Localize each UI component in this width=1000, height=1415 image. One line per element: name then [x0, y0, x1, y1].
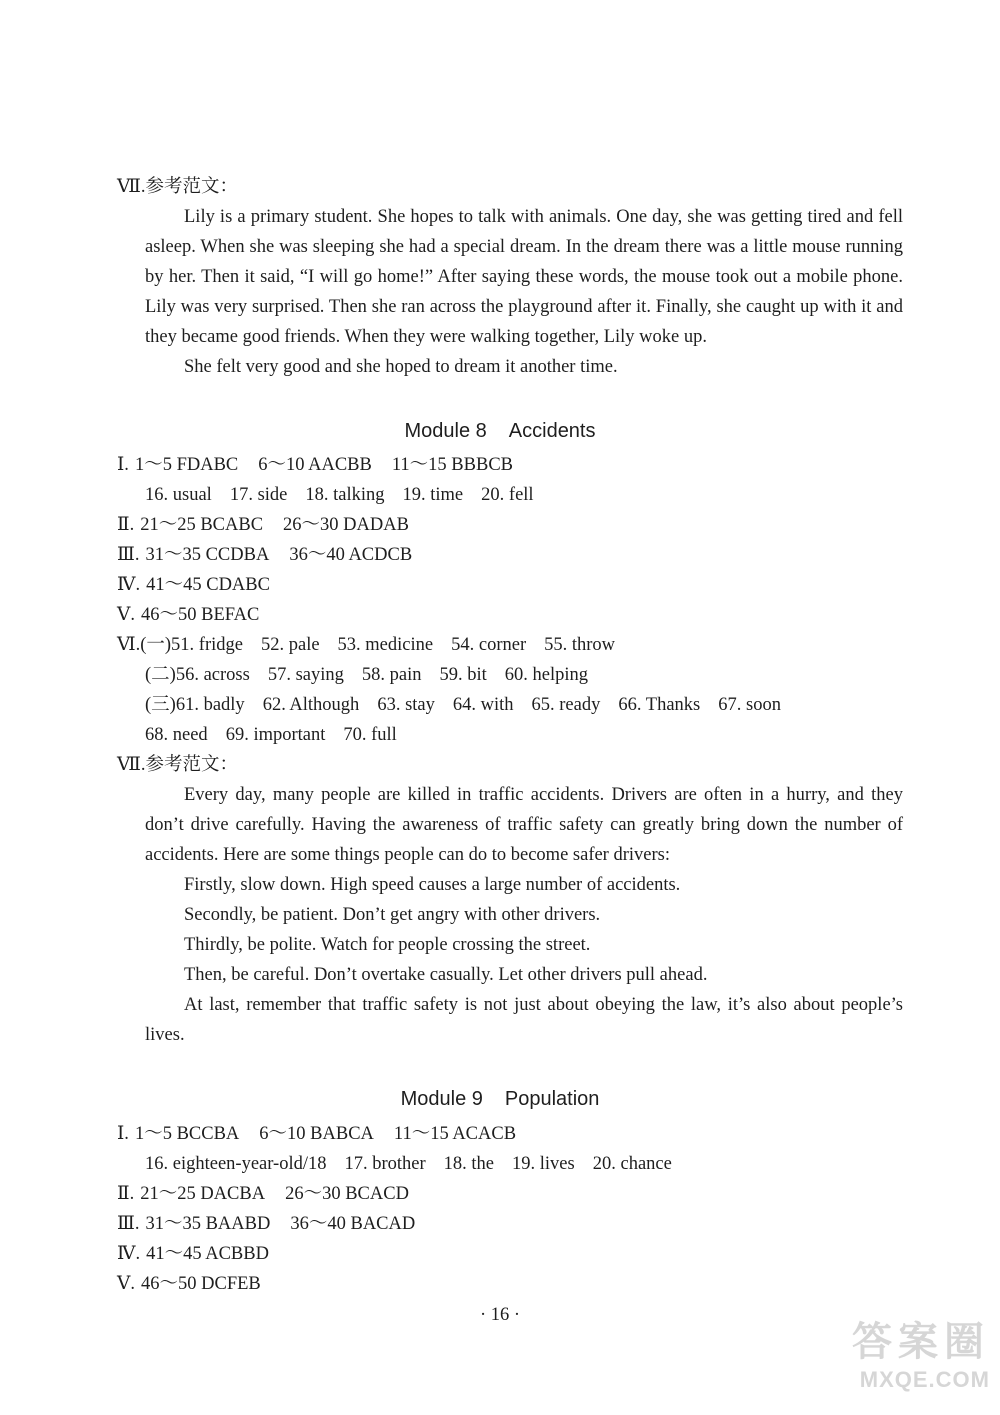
answer-group: 36～40 ACDCB	[289, 545, 413, 565]
part-label: Ⅴ.	[117, 605, 135, 625]
answer-item: 68. need	[145, 725, 208, 745]
answer-item: 69. important	[225, 725, 326, 745]
answer-item: (一)51. fridge	[140, 635, 243, 655]
answer-item: 60. helping	[504, 665, 589, 685]
part-label: Ⅰ.	[117, 455, 129, 475]
answer-item: 19. lives	[512, 1154, 575, 1174]
module-name: Population	[504, 1088, 600, 1110]
part-label: Ⅵ.	[117, 635, 141, 655]
answer-item: 55. throw	[544, 635, 616, 655]
m8-part-vi-row1	[117, 630, 615, 660]
answer-group: 26～30 DADAB	[283, 515, 409, 535]
essay-paragraph: Lily is a primary student. She hopes to talk with animals. One day, she was getting tired and fell asleep. When she was sleeping she had a special dream. In the dream there was a little mouse running by her. Then it said, “I will go home!” After saying these words, the mouse took out a mobile phone. Lily was very surprised. Then she ran across the playground after it. Finally, she caught up with it and they became good friends. When they were walking together, Lily woke up.	[145, 207, 903, 347]
answer-item: 64. with	[452, 695, 514, 715]
answer-group: 21～25 DACBA	[140, 1184, 266, 1204]
answer-group: 21～25 BCABC	[140, 515, 264, 535]
answer-item: 53. medicine	[337, 635, 434, 655]
answer-item: 20. chance	[592, 1154, 672, 1174]
m8-part-vi-row2	[145, 660, 588, 690]
essay-paragraph: Then, be careful. Don’t overtake casually. Let other drivers pull ahead.	[184, 965, 708, 985]
answer-group: 6～10 BABCA	[259, 1124, 374, 1144]
answer-item: 18. talking	[305, 485, 385, 505]
essay-paragraph: Every day, many people are killed in traffic accidents. Drivers are often in a hurry, and they don’t drive carefully. Having the awareness of traffic safety can greatly bring down the number of accidents. Here are some things people can do to become safer drivers:	[145, 785, 903, 865]
answer-item: 67. soon	[718, 695, 781, 715]
m8-part-iv	[117, 570, 270, 600]
answer-group: 6～10 AACBB	[258, 455, 372, 475]
answer-group: 11～15 BBBCB	[391, 455, 513, 475]
watermark-logo	[840, 1317, 990, 1407]
m8-part-vi-row3	[145, 690, 781, 720]
watermark-text: 答案圈	[852, 1320, 990, 1364]
answer-item: 62. Although	[262, 695, 360, 715]
answer-group: 1～5 BCCBA	[134, 1124, 240, 1144]
part-label: Ⅱ.	[117, 1184, 135, 1204]
answer-item: (三)61. badly	[145, 695, 245, 715]
answer-item: 16. eighteen-year-old/18	[145, 1154, 327, 1174]
module-9-title	[0, 1084, 1000, 1114]
answer-item: 19. time	[402, 485, 464, 505]
essay-paragraph: At last, remember that traffic safety is not just about obeying the law, it’s also about people’s lives.	[145, 995, 903, 1045]
part-label: Ⅱ.	[117, 515, 135, 535]
m8-part-i-line2	[145, 480, 534, 510]
m9-part-iii	[117, 1209, 415, 1239]
answer-group: 31～35 CCDBA	[145, 545, 270, 565]
sample-essay-traffic	[145, 780, 903, 1050]
m9-part-ii	[117, 1179, 409, 1209]
answer-group: 41～45 ACBBD	[146, 1244, 269, 1264]
answer-item: 17. brother	[344, 1154, 426, 1174]
essay-paragraph: Secondly, be patient. Don’t get angry with other drivers.	[184, 905, 601, 925]
part-label: Ⅲ.	[117, 1214, 140, 1234]
module-8-title	[0, 416, 1000, 446]
section-vii-heading: Ⅶ.参考范文：	[117, 177, 239, 197]
answer-item: 70. full	[343, 725, 397, 745]
essay-paragraph: Thirdly, be polite. Watch for people crossing the street.	[184, 935, 591, 955]
part-label: Ⅳ.	[117, 575, 141, 595]
m8-part-ii	[117, 510, 409, 540]
answer-item: 63. stay	[377, 695, 435, 715]
answer-item: 17. side	[229, 485, 288, 505]
m8-part-iii	[117, 540, 412, 570]
answer-group: 31～35 BAABD	[145, 1214, 271, 1234]
answer-group: 26～30 BCACD	[285, 1184, 409, 1204]
answer-item: 52. pale	[260, 635, 320, 655]
m8-section-vii-heading: Ⅶ.参考范文：	[117, 755, 239, 775]
essay-paragraph: She felt very good and she hoped to dream it another time.	[184, 357, 618, 377]
m8-part-i-line1	[117, 450, 513, 480]
answer-group: 46～50 DCFEB	[141, 1274, 261, 1294]
m8-part-v	[117, 600, 259, 630]
module-name: Accidents	[508, 420, 596, 442]
part-label: Ⅲ.	[117, 545, 140, 565]
part-label: Ⅰ.	[117, 1124, 129, 1144]
watermark-url: MXQE.COM	[859, 1367, 990, 1392]
answer-group: 11～15 ACACB	[393, 1124, 517, 1144]
essay-paragraph: Firstly, slow down. High speed causes a large number of accidents.	[184, 875, 681, 895]
part-label: Ⅳ.	[117, 1244, 141, 1264]
module-number: Module 9	[400, 1088, 483, 1110]
m9-part-i-line1	[117, 1119, 516, 1149]
m9-part-iv	[117, 1239, 269, 1269]
m9-part-i-line2	[145, 1149, 672, 1179]
answer-item: (二)56. across	[145, 665, 250, 685]
answer-item: 18. the	[443, 1154, 495, 1174]
answer-item: 65. ready	[531, 695, 601, 715]
answer-group: 41～45 CDABC	[146, 575, 270, 595]
m9-part-v	[117, 1269, 261, 1299]
answer-item: 57. saying	[267, 665, 344, 685]
sample-essay-dream	[145, 202, 903, 382]
answer-item: 20. fell	[481, 485, 534, 505]
page-number: · 16 ·	[479, 1305, 521, 1325]
part-label: Ⅴ.	[117, 1274, 135, 1294]
module-number: Module 8	[404, 420, 487, 442]
m8-part-vi-row4	[145, 720, 397, 750]
answer-item: 66. Thanks	[618, 695, 701, 715]
answer-group: 1～5 FDABC	[134, 455, 239, 475]
answer-item: 58. pain	[361, 665, 422, 685]
answer-group: 46～50 BEFAC	[141, 605, 260, 625]
answer-group: 36～40 BACAD	[290, 1214, 416, 1234]
answer-item: 59. bit	[439, 665, 487, 685]
answer-item: 54. corner	[451, 635, 527, 655]
answer-item: 16. usual	[145, 485, 212, 505]
